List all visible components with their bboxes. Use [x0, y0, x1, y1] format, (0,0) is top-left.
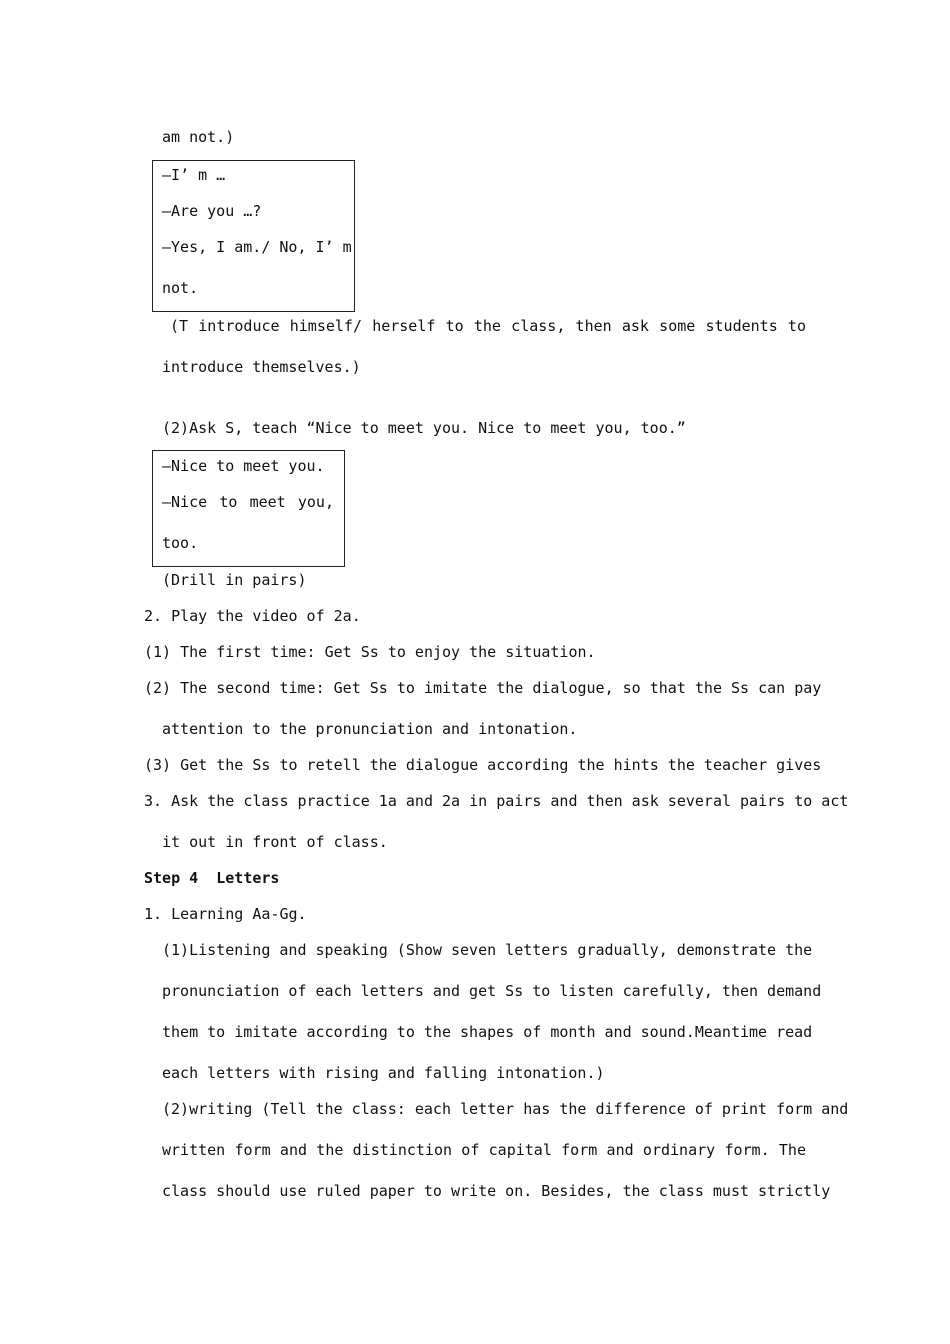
box-line-nice: —Nice to meet you.: [162, 457, 325, 475]
paragraph-writing-1: (2)writing (Tell the class: each letter has the difference of print form and: [162, 1100, 849, 1118]
box-line-too: too.: [162, 534, 199, 552]
section-heading-step4: Step 4 Letters: [144, 869, 280, 887]
text-line-drill: (Drill in pairs): [162, 571, 307, 589]
paragraph-writing-3-wrap: [162, 1181, 831, 1201]
box-line-nice-too-wrap: [162, 492, 334, 512]
text-line-introduce-themselves: introduce themselves.): [162, 358, 361, 376]
paragraph-listening-2-wrap: [162, 981, 822, 1001]
list-item-first-time: (1) The first time: Get Ss to enjoy the situation.: [144, 643, 596, 661]
list-item-second-time-wrap: [144, 678, 822, 698]
paragraph-listening-1-wrap: [162, 940, 813, 960]
text-line-am-not: am not.): [162, 128, 235, 146]
list-item-learning: 1. Learning Aa-Gg.: [144, 905, 307, 923]
box-line-not: not.: [162, 279, 199, 297]
dialogue-box-introduction: [152, 160, 355, 312]
dialogue-box-greeting: [152, 450, 345, 567]
box-line-yes-no: —Yes, I am./ No, I’ m: [162, 238, 352, 256]
list-item-third-time: (3) Get the Ss to retell the dialogue according the hints the teacher gives: [144, 756, 822, 774]
paragraph-writing-1-wrap: [162, 1099, 849, 1119]
paragraph-writing-2-wrap: [162, 1140, 806, 1160]
text-line-intro: (T introduce himself/ herself to the class, then ask some students to: [170, 317, 806, 335]
box-line-nice-too: —Nice to meet you,: [162, 493, 334, 511]
text-line-act-out: it out in front of class.: [162, 833, 388, 851]
list-item-play-video: 2. Play the video of 2a.: [144, 607, 361, 625]
paragraph-writing-3: class should use ruled paper to write on. Besides, the class must strictly: [162, 1182, 831, 1200]
box-line-im: —I’ m …: [162, 166, 226, 184]
paragraph-listening-1: (1)Listening and speaking (Show seven letters gradually, demonstrate the: [162, 941, 813, 959]
paragraph-writing-2: written form and the distinction of capital form and ordinary form. The: [162, 1141, 806, 1159]
list-item-practice-wrap: [144, 791, 849, 811]
list-item-practice: 3. Ask the class practice 1a and 2a in pairs and then ask several pairs to act: [144, 792, 849, 810]
paragraph-listening-3: them to imitate according to the shapes of month and sound.Meantime read: [162, 1023, 813, 1041]
text-line-attention: attention to the pronunciation and intonation.: [162, 720, 578, 738]
paragraph-listening-4: each letters with rising and falling intonation.): [162, 1064, 605, 1082]
text-line-ask-s: (2)Ask S, teach “Nice to meet you. Nice to meet you, too.”: [162, 419, 686, 437]
box-line-are-you: —Are you …?: [162, 202, 262, 220]
paragraph-line-intro: [170, 316, 806, 336]
paragraph-listening-3-wrap: [162, 1022, 813, 1042]
paragraph-listening-2: pronunciation of each letters and get Ss to listen carefully, then demand: [162, 982, 822, 1000]
list-item-second-time: (2) The second time: Get Ss to imitate the dialogue, so that the Ss can pay: [144, 679, 822, 697]
